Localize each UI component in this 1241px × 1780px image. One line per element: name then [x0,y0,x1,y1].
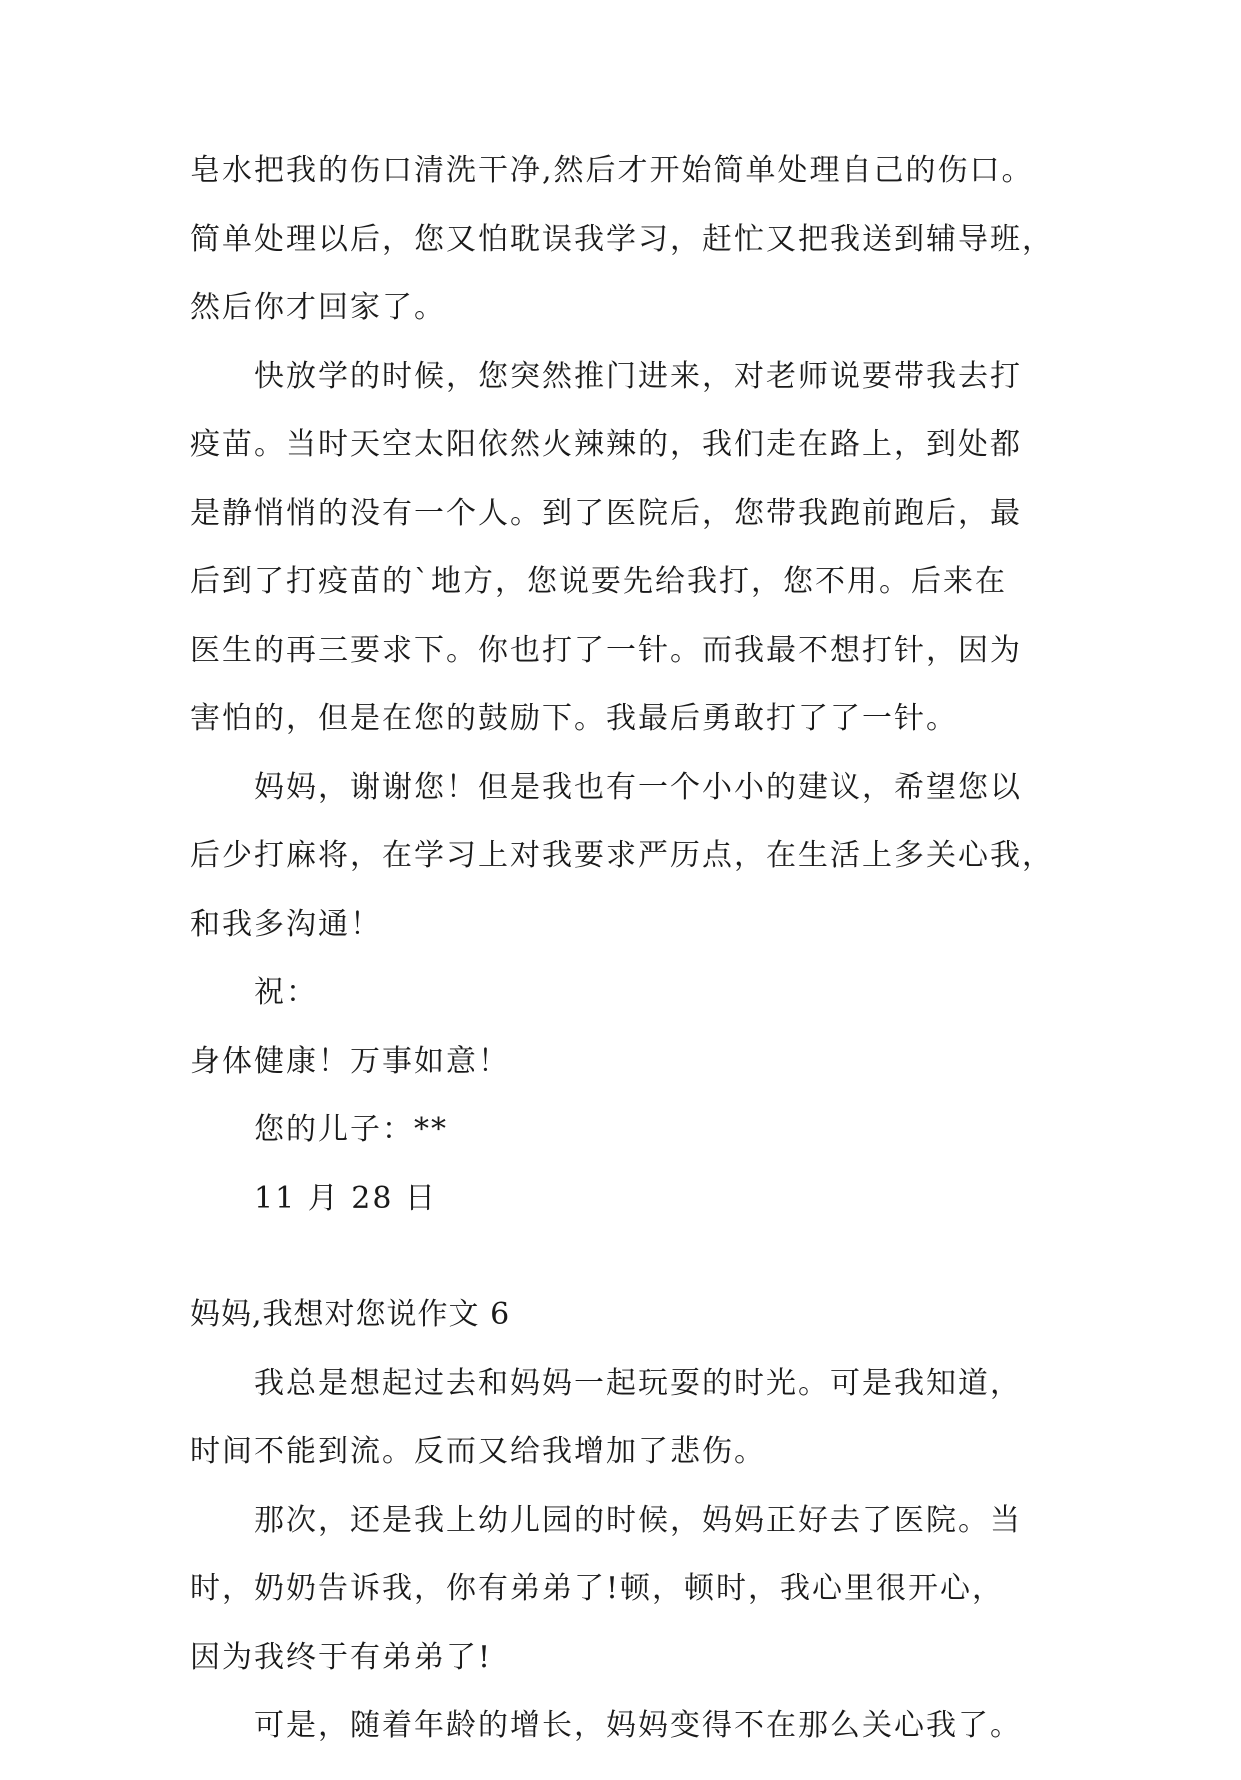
paragraph-line: 医生的再三要求下。你也打了一针。而我最不想打针，因为 [190,632,1022,668]
paragraph-line: 时，奶奶告诉我，你有弟弟了!顿，顿时，我心里很开心， [190,1571,1005,1606]
signature: 您的儿子：** [254,1112,448,1147]
paragraph-line: 妈妈，谢谢您！但是我也有一个小小的建议，希望您以 [254,769,1022,805]
salutation: 祝： [254,975,318,1010]
paragraph-line: 是静悄悄的没有一个人。到了医院后，您带我跑前跑后，最 [190,495,1022,531]
paragraph-line: 然后你才回家了。 [190,290,446,325]
paragraph-line: 时间不能到流。反而又给我增加了悲伤。 [190,1434,766,1469]
paragraph-line: 害怕的，但是在您的鼓励下。我最后勇敢打了了一针。 [190,701,958,736]
date-line: 11 月 28 日 [254,1180,437,1216]
paragraph-line: 后少打麻将，在学习上对我要求严历点，在生活上多关心我， [190,838,1054,873]
section-gap [190,1252,1090,1300]
document-body [190,153,1090,1780]
paragraph-line: 皂水把我的伤口清洗干净,然后才开始简单处理自己的伤口。 [190,153,1034,188]
paragraph-line: 因为我终于有弟弟了! [190,1639,493,1675]
paragraph-line: 那次，还是我上幼儿园的时候，妈妈正好去了医院。当 [254,1502,1022,1538]
paragraph-line: 和我多沟通！ [190,906,382,942]
paragraph-line: 疫苗。当时天空太阳依然火辣辣的，我们走在路上，到处都 [190,427,1022,462]
paragraph-line: 简单处理以后，您又怕耽误我学习，赶忙又把我送到辅导班， [190,221,1054,257]
paragraph-line: 我总是想起过去和妈妈一起玩耍的时光。可是我知道， [254,1365,1022,1401]
wishes-line: 身体健康！万事如意！ [190,1043,510,1079]
section-heading: 妈妈,我想对您说作文 6 [190,1297,511,1332]
paragraph-line: 快放学的时候，您突然推门进来，对老师说要带我去打 [254,358,1022,394]
paragraph-line: 可是，随着年龄的增长，妈妈变得不在那么关心我了。 [254,1708,1022,1743]
paragraph-line: 后到了打疫苗的`地方，您说要先给我打，您不用。后来在 [190,564,1007,599]
